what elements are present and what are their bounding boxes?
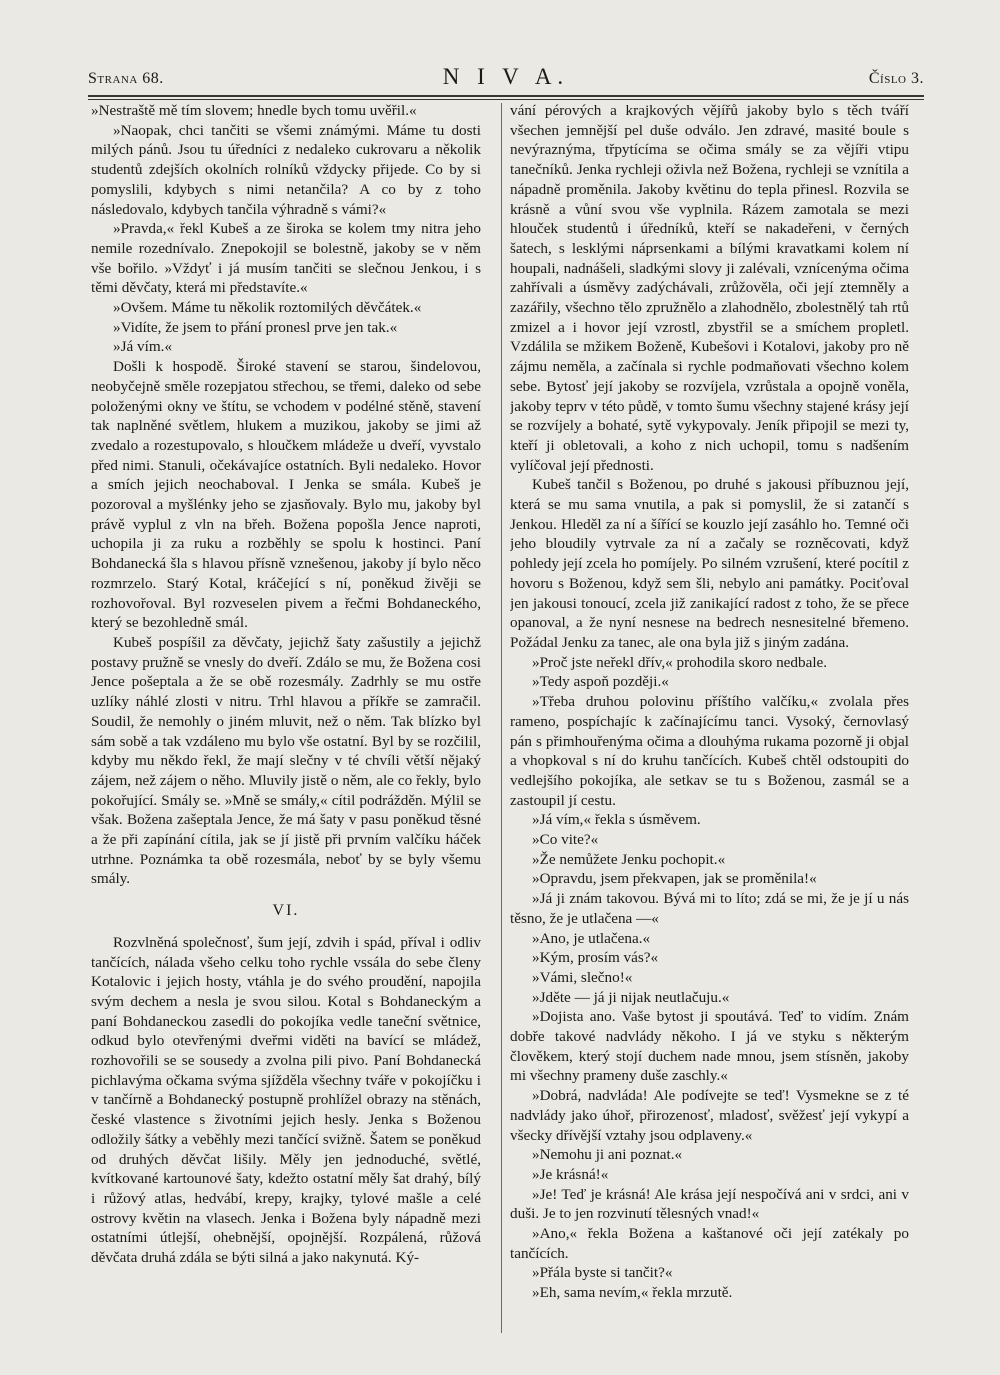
paragraph: »Je krásná!«: [532, 1165, 609, 1183]
paragraph: »Co vite?«: [532, 831, 599, 849]
paragraph: »Jděte — já ji nijak neutlačuju.«: [532, 988, 730, 1006]
paragraph: »Já ji znám takovou. Bývá mi to líto; zdá se mi, že je jí u nás těsno, že je utlačena —«: [510, 890, 909, 927]
header-rule-thin: [88, 99, 924, 100]
paragraph: vání pérových a krajkových vějířů jakoby bylo s těch tváří všechen jemnější pel duše odválo. Jen zdravé, masité boule s nevýraznýma, třpytícíma se očima smály se za vějíři vtipu tanečníků. Jenka rychleji oživla než Božena, rychleji se vznítila a nápadně proměnila. Jakoby květinu do tepla přinesl. Rozvila se krásně a vůní svou vše vyplnila. Rázem zamotala se mezi hlouček studentů i úředníků, kteří se nakadeřeni, v černých šatech, s lesklými náprsenkami a bílými kravatkami kolem ní houpali, nadnášeli, sladkými slovy ji zalévali, vznícenýma očima zahřívali a úsměvy zadýchávali, zrůžověla, oči její ztemněly a zazářily, všechno tělo zpružnělo a zlahodnělo, zbolestnělý tah rtů zmizel a i hovor její vzrostl, zbystřil se a smíchem propletl. Vzdálila se mžikem Boženě, Kubešovi i Kotalovi, jakoby pro ně zájmu neměla, a začínala si rychle podmaňovati všechno kolem sebe. Bytosť její jakoby se rozvíjela, vzrůstala a opojně voněla, jakoby teprv v této půdě, v tomto šumu všechny stajené krásy její se rozvíjely a bohaté, sytě vykypovaly. Jeník připojil se mezi ty, kteří ji obletovali, a koho z nich uchopil, tomu s nadšením vylíčoval její přednosti.: [510, 102, 909, 474]
paragraph: »Třeba druhou polovinu příštího valčíku,« zvolala přes rameno, pospíchajíc k začínajícímu tanci. Vysoký, černovlasý pán s přimhouřenýma očima a dlouhýma rukama pozorně ji objal a vhopkoval s ní do kruhu tančících. Kubeš chtěl odstoupiti do vedlejšího pokojíka, ale setkav se tu s Boženou, zasmál se a zastoupil jí cestu.: [510, 693, 909, 809]
paragraph: »Dobrá, nadvláda! Ale podívejte se teď! Vysmekne se z té nadvlády jako úhoř, přirozenosť, mladosť, svěžesť její vykypí a všecky dřívější vztahy jsou odplaveny.«: [510, 1087, 909, 1144]
paragraph: »Kým, prosím vás?«: [532, 949, 659, 967]
page-number: Strana 68.: [88, 70, 164, 87]
paragraph: »Vámi, slečno!«: [532, 968, 633, 986]
paragraph: »Tedy aspoň později.«: [532, 673, 669, 691]
paragraph: »Opravdu, jsem překvapen, jak se proměnila!«: [532, 870, 817, 888]
paragraph: Rozvlněná společnosť, šum její, zdvih i spád, příval i odliv tančících, nálada všeho celku toho rychle vssála do sebe členy Kotalovic i jejich hosty, vtáhla je do svého proudění, napojila svým dechem a nesla je svou silou. Kotal s Bohdaneckým a paní Bohdaneckou zasedli do pokojíka vedle taneční světnice, odkud bylo otevřenými dveřmi viděti na bavící se mládež, rozhovořili se se sousedy a zvolna pili pivo. Paní Bohdanecká pichlavýma očkama svýma sjížděla všechny tváře v pokojíčku i v tančírně a Bohdanecký postupně prohlížel obrazy na stěnách, české vlastence s životními jejich hesly. Jenka s Boženou odložily šátky a veběhly mezi tančící svižně. Šatem se poněkud od druhých děvčat lišily. Měly jen jednoduché, světlé, kvítkované kartounové šaty, kdežto ostatní měly šat drahý, bílý i růžový atlas, hedvábí, krepy, krajky, tylové mašle a celé ostrovy květin na vlasech. Jenka i Božena byly nápadně mezi ostatními útlejší, ohebnější, opojnější. Rozpálená, růžová děvčata druhá zdála se býti silná a jako nakynutá. Ký-: [91, 933, 481, 1267]
paragraph: »Nemohu ji ani poznat.«: [532, 1146, 683, 1164]
paragraph: »Nestraště mě tím slovem; hnedle bych tomu uvěřil.«: [91, 102, 417, 119]
paragraph: »Ano,« řekla Božena a kaštanové oči její zatékaly po tančících.: [510, 1225, 909, 1262]
section-heading: VI.: [272, 902, 300, 920]
paragraph: »Pravda,« řekl Kubeš a ze široka se kolem tmy nitra jeho nemile rozednívalo. Znepokojil se bolestně, jakoby se v něm vše bořilo. »Vždyť i já musím tančiti se slečnou Jenkou, i s těmi děvčaty, která mi představíte.«: [91, 220, 481, 297]
paragraph: »Ovšem. Máme tu několik roztomilých děvčátek.«: [113, 299, 422, 317]
paragraph: Došli k hospodě. Široké stavení se starou, šindelovou, neobyčejně směle rozepjatou střechou, se třemi, daleko od sebe položenými okny ve štítu, se vchodem v podélné stěně, stavení tak naplněné světlem, hlukem a muzikou, jakoby se jimi až zvedalo a rozestupovalo, s hloučkem mládeže u dveří, vyvstalo před nimi. Stanuli, očekávajíce ostatních. Byli nedaleko. Hovor a smích jejich neochaboval. I Jenka se smála. Kubeš je pozoroval a myšlénky jeho se zjasňovaly. Bylo mu, jakoby byl právě vyplul z vln na břeh. Božena popošla Jence naproti, uchopila ji za ruku a rozběhly se spolu k hostinci. Paní Bohdanecká šla s hlavou přísně vznešenou, jakoby jí bylo něco rozmrzelo. Starý Kotal, kráčející s ní, poněkud živěji se rozhovořoval. Byl rozveselen pivem a řečmi Bohdaneckého, který se bezohledně smál.: [91, 358, 481, 632]
paragraph: »Je! Teď je krásná! Ale krása její nespočívá ani v srdci, ani v duši. Je to jen rozvinutí tělesných vnad!«: [510, 1185, 909, 1223]
paragraph: »Dojista ano. Vaše bytost ji spoutává. Teď to vidím. Znám dobře takové nadvlády někoho. I já ve styku s některým člověkem, který stojí duchem nade mnou, jsem stísněn, jakoby mi všechny prameny duše zaschly.«: [510, 1008, 909, 1085]
paragraph: »Já vím,« řekla s úsměvem.: [532, 811, 701, 829]
issue-number: Číslo 3.: [868, 70, 924, 87]
magazine-title: N I V A.: [442, 64, 570, 89]
header-rule-thick: [88, 95, 924, 97]
paragraph: Kubeš tančil s Boženou, po druhé s jakousi příbuznou její, která se mu sama vnutila, a pak si pomyslil, že si zatančí s Jenkou. Hleděl za ní a šířící se kouzlo její zasáhlo ho. Temné oči jeho bloudily vytrvale za ní a začaly se rozněcovati, když pohledy její zcela ho pomíjely. Po silném vzrušení, které pocítil z hovoru s Boženou, když sem šli, nebylo ani památky. Pociťoval jen jakousi tonoucí, zcela již zanikající radost z toho, že se přece opanoval, a že nyní nesnese na bedrech nesnesitelné břemeno. Požádal Jenku za tanec, ale ona byla již s jiným zadána.: [510, 476, 909, 651]
paragraph: »Ano, je utlačena.«: [532, 929, 651, 947]
paragraph: »Přála byste si tančit?«: [532, 1264, 673, 1282]
paragraph: »Naopak, chci tančiti se všemi známými. Máme tu dosti milých pánů. Jsou tu úředníci z nedaleko cukrovaru a několik studentů zdejších okolních rolníků vždycky přijede. Co by si pomyslili, kdybych s nimi netančila? A co by z toho následovalo, kdybych tančila výhradně s vámi?«: [91, 121, 481, 218]
paragraph: Kubeš pospíšil za děvčaty, jejichž šaty zašustily a jejichž postavy pružně se vnesly do dveří. Zdálo se mu, že Božena cosi Jence pošeptala a že se obě rozesmály. Zadrhly se mu ostře uzlíky náhlé zlosti v nitru. Trhl hlavou a příkře se zamračil. Soudil, že nemohly o jiném mluvit, než o něm. Tak blízko byl sám sobě a tak vzdáleno mu bylo vše ostatní. Byl by se rozčilil, kdyby mu někdo řekl, že mají slečny v té chvíli větší nějaký zájem, než zájem o něho. Mluvily jistě o něm, ale co řekly, bylo pokořující. Smály se. »Mně se smály,« cítil podrážděn. Mýlil se však. Božena zašeptala Jence, že má šaty v pasu poněkud těsné a že při zapínání cítila, jak se jí jistě při prvním valčíku háček utrhne. Poznámka ta obě rozesmála, neboť by se byly všemu smály.: [91, 633, 481, 888]
paragraph: »Že nemůžete Jenku pochopit.«: [532, 850, 726, 868]
left-column: [91, 101, 481, 1336]
paragraph: »Eh, sama nevím,« řekla mrzutě.: [532, 1284, 733, 1302]
column-divider: [501, 103, 502, 1333]
page-header: [88, 64, 924, 94]
right-column: [510, 101, 909, 1336]
paragraph: »Proč jste neřekl dřív,« prohodila skoro nedbale.: [532, 653, 828, 671]
paragraph: »Vidíte, že jsem to přání pronesl prve jen tak.«: [113, 318, 398, 336]
paragraph: »Já vím.«: [113, 338, 173, 356]
